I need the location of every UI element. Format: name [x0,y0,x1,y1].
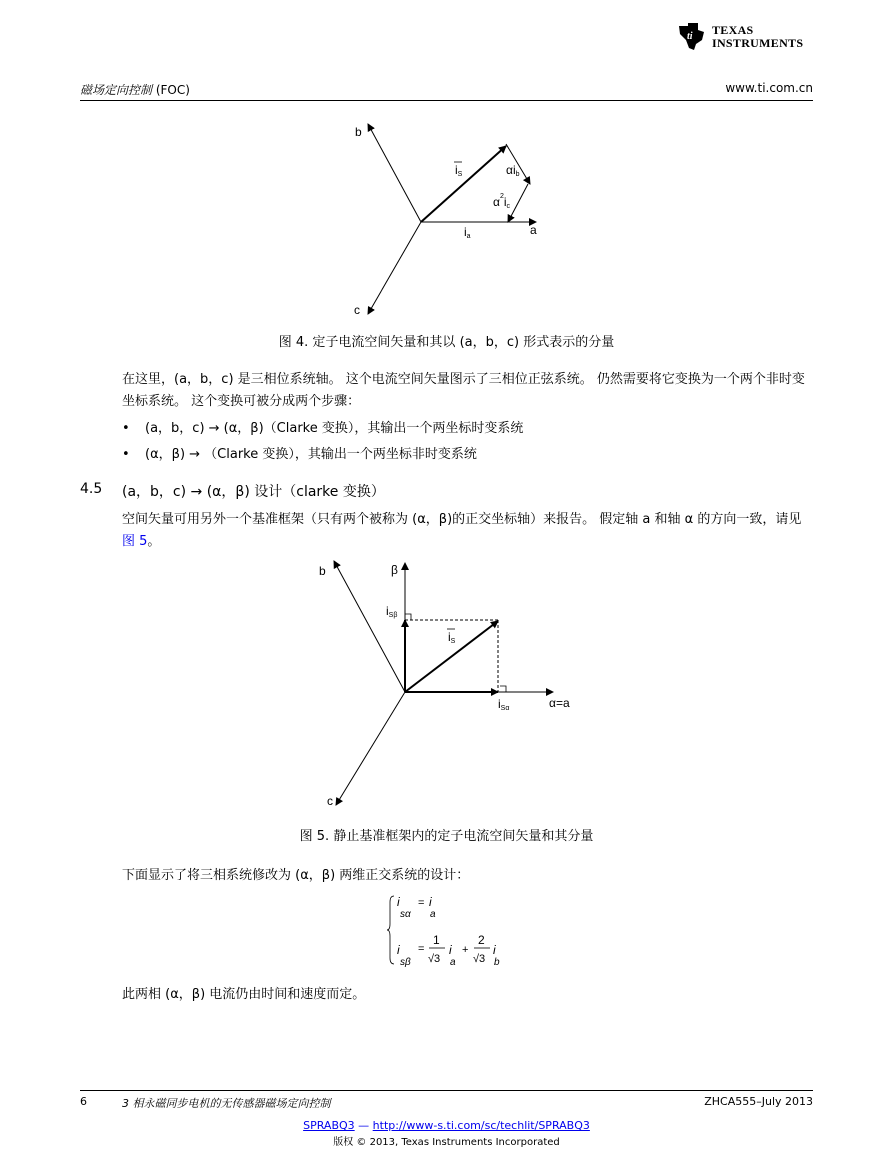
paragraph-2-text: 空间矢量可用另外一个基准框架（只有两个被称为 (α，β)的正交坐标轴）来报告。 假定轴 a 和轴 α 的方向一致，请见 [122,512,802,527]
eq-frac2-num: 2 [478,933,485,947]
bullet-dot: • [122,447,130,462]
bullet-text: (α，β) → （Clarke 变换），其输出一个两坐标非时变系统 [145,447,477,462]
right-angle-alpha [500,686,506,692]
ti-logo-icon [676,20,708,52]
eq-row1-eq: = [418,897,425,909]
eq-row1-rhs: i [429,895,432,909]
fig4-label-ia: ia [464,225,471,240]
axis-c [336,692,405,805]
eq-row1-lhs: i [397,895,400,909]
figure5-diagram [310,555,590,813]
fig5-label-isb: iSβ [386,604,398,619]
vector-a2ic [508,184,528,222]
fig5-label-isa: iSα [498,697,510,712]
vector-is [421,146,506,222]
eq-row2-lhs-sub: sβ [400,957,411,968]
eq-term2-sub: b [494,957,500,968]
equation-brace [387,896,394,964]
fig5-label-alpha-a: α=a [549,696,570,710]
paragraph-1: 在这里，(a，b，c) 是三相位系统轴。 这个电流空间矢量图示了三相位正弦系统。 仍然需要将它变换为一个两个非时变坐标系统。 这个变换可被分成两个步骤： [122,372,805,409]
header-title-en: (FOC) [155,83,190,97]
fig4-label-b: b [355,125,362,139]
section-title: (a，b，c) → (α，β) 设计（clarke 变换） [122,484,385,500]
right-angle-beta [405,614,411,620]
fig4-label-a2ic: $\alpha^2ic$ [493,193,511,210]
fig4-label-a: a [530,223,537,237]
bullet-item-1 [122,417,523,436]
fig4-label-is: iS [455,163,463,178]
footer-url-link[interactable]: http://www-s.ti.com/sc/techlit/SPRABQ3 [372,1119,590,1132]
eq-row1-lhs-sub: sα [400,909,411,920]
bullet-dot: • [122,421,130,436]
eq-term1: i [449,943,452,957]
eq-term1-sub: a [450,957,456,968]
eq-frac1-num: 1 [433,933,440,947]
svg-text:ti: ti [687,31,693,42]
paragraph-3: 下面显示了将三相系统修改为 (α，β) 两维正交系统的设计： [122,868,470,883]
axis-b [334,561,405,692]
eq-plus: + [462,944,469,956]
clarke-equation [386,892,526,970]
footer-link-line [0,1119,893,1132]
header-title-zh: 磁场定向控制 [80,83,153,97]
fig5-label-c: c [327,794,333,808]
figure4-diagram [340,118,560,323]
section-number: 4.5 [80,481,103,497]
figure5-caption: 图 5. 静止基准框架内的定子电流空间矢量和其分量 [299,829,594,844]
axis-c [368,222,421,314]
figure5-link[interactable]: 图 5 [122,534,148,549]
axis-b [368,124,421,222]
header-url[interactable]: www.ti.com.cn [725,81,813,95]
header-rule [80,100,813,101]
footer-doc-link[interactable]: SPRABQ3 [303,1119,355,1132]
footer-title: 3 相永磁同步电机的无传感器磁场定向控制 [122,1097,331,1110]
paragraph-4: 此两相 (α，β) 电流仍由时间和速度而定。 [122,987,366,1002]
fig5-label-is: iS [448,630,456,645]
ti-logo [676,20,816,54]
footer-link-sep: — [354,1119,373,1132]
eq-term2: i [493,943,496,957]
brand-line2: INSTRUMENTS [712,36,804,50]
fig4-label-aib: αib [506,163,520,178]
footer-copyright: 版权 © 2013, Texas Instruments Incorporated [333,1137,560,1148]
brand-line1: TEXAS [712,23,754,37]
bullet-item-2 [122,443,477,462]
eq-row1-rhs-sub: a [430,909,436,920]
figure4-caption: 图 4. 定子电流空间矢量和其以 (a，b，c) 形式表示的分量 [278,335,615,350]
vector-is [405,621,498,692]
paragraph-2 [122,509,814,553]
paragraph-2-tail: 。 [147,534,161,549]
footer-rule [80,1090,813,1091]
header-title [80,81,190,98]
eq-row2-eq: = [418,943,425,955]
bullet-text: (a，b，c) → (α，β)（Clarke 变换），其输出一个两坐标时变系统 [145,421,524,436]
fig4-label-c: c [354,303,360,317]
footer-doc-id: ZHCA555–July 2013 [704,1095,813,1108]
fig5-label-b: b [319,564,326,578]
eq-row2-lhs: i [397,943,400,957]
footer-page-number: 6 [80,1095,87,1108]
eq-frac1-den: √3 [428,953,441,965]
eq-frac2-den: √3 [473,953,486,965]
fig5-label-beta: β [391,563,398,577]
